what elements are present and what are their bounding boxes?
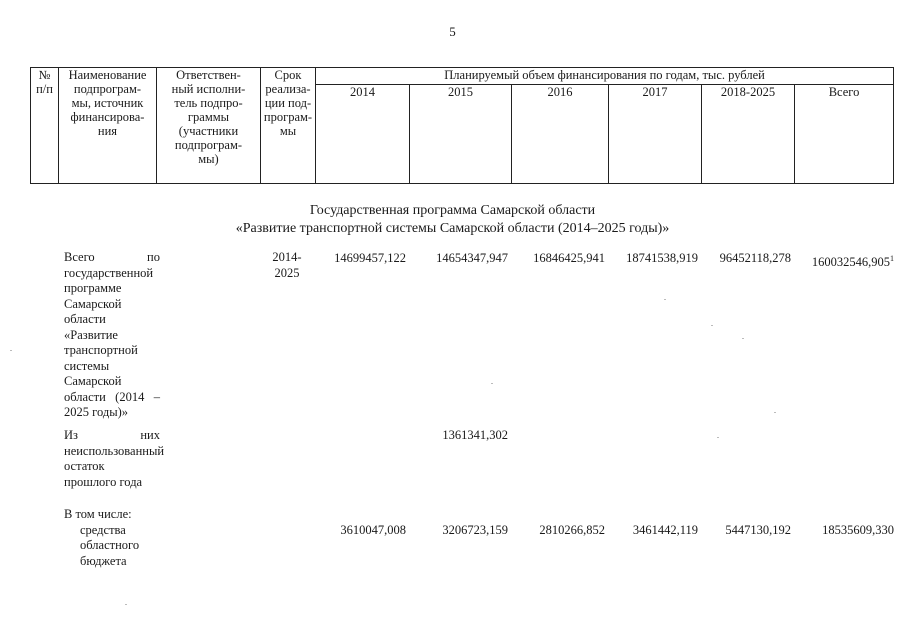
scan-speck xyxy=(664,299,666,300)
header-col-term: Срок реализа- ции под- програм- мы xyxy=(261,68,316,184)
header-year-2018-2025: 2018-2025 xyxy=(702,85,795,184)
header-col-name: Наименование подпрограм- мы, источник финансирова- ния xyxy=(59,68,157,184)
budget-2017: 3461442,119 xyxy=(632,523,698,537)
header-year-2017: 2017 xyxy=(609,85,702,184)
total-2016: 16846425,941 xyxy=(533,251,605,265)
footnote-marker: 1 xyxy=(890,254,894,263)
budget-2014: 3610047,008 xyxy=(340,523,406,537)
header-total: Всего xyxy=(795,85,894,184)
budget-2018-2025: 5447130,192 xyxy=(725,523,791,537)
total-2017: 18741538,919 xyxy=(626,251,698,265)
regional-budget-label: средства областного бюджета xyxy=(80,522,140,568)
total-2014: 14699457,122 xyxy=(334,251,406,265)
scan-speck xyxy=(742,338,744,339)
budget-2016: 2810266,852 xyxy=(539,523,605,537)
total-row-period: 2014- 2025 xyxy=(272,250,302,280)
header-year-2016: 2016 xyxy=(512,85,609,184)
total-all-years-value: 160032546,905 xyxy=(811,255,890,270)
program-title-line1: Государственная программа Самарской области xyxy=(309,203,596,218)
header-year-2014: 2014 xyxy=(316,85,410,184)
including-prefix: В том числе: xyxy=(64,507,132,521)
header-planned-financing: Планируемый объем финансирования по годам, тыс. рублей xyxy=(316,68,894,85)
budget-all-years: 18535609,330 xyxy=(822,523,894,537)
scan-speck xyxy=(711,325,713,326)
header-col-responsible: Ответствен- ный исполни- тель подпро- граммы (участники подпрограм- мы) xyxy=(157,68,261,184)
total-2015: 14654347,947 xyxy=(436,251,508,265)
page-number: 5 xyxy=(449,24,456,39)
scan-speck xyxy=(774,412,776,413)
scan-speck xyxy=(10,350,12,351)
budget-2015: 3206723,159 xyxy=(442,523,508,537)
total-all-years xyxy=(796,251,894,270)
financing-table-header xyxy=(30,67,894,184)
total-2018-2025: 96452118,278 xyxy=(719,251,791,265)
scan-speck xyxy=(125,604,127,605)
unused-2015: 1361341,302 xyxy=(442,428,508,442)
header-col-number: № п/п xyxy=(31,68,59,184)
total-row-label: Всего по государственной программе Самарской области «Развитие транспортной системы Самарской области (2014 – 2025 годы)» xyxy=(64,250,160,419)
scan-speck xyxy=(491,383,493,384)
program-title-line2: «Развитие транспортной системы Самарской области (2014–2025 годы)» xyxy=(235,221,670,236)
header-year-2015: 2015 xyxy=(410,85,512,184)
scan-speck xyxy=(717,437,719,438)
unused-row-label: Из них неиспользованный остаток прошлого года xyxy=(64,428,165,489)
